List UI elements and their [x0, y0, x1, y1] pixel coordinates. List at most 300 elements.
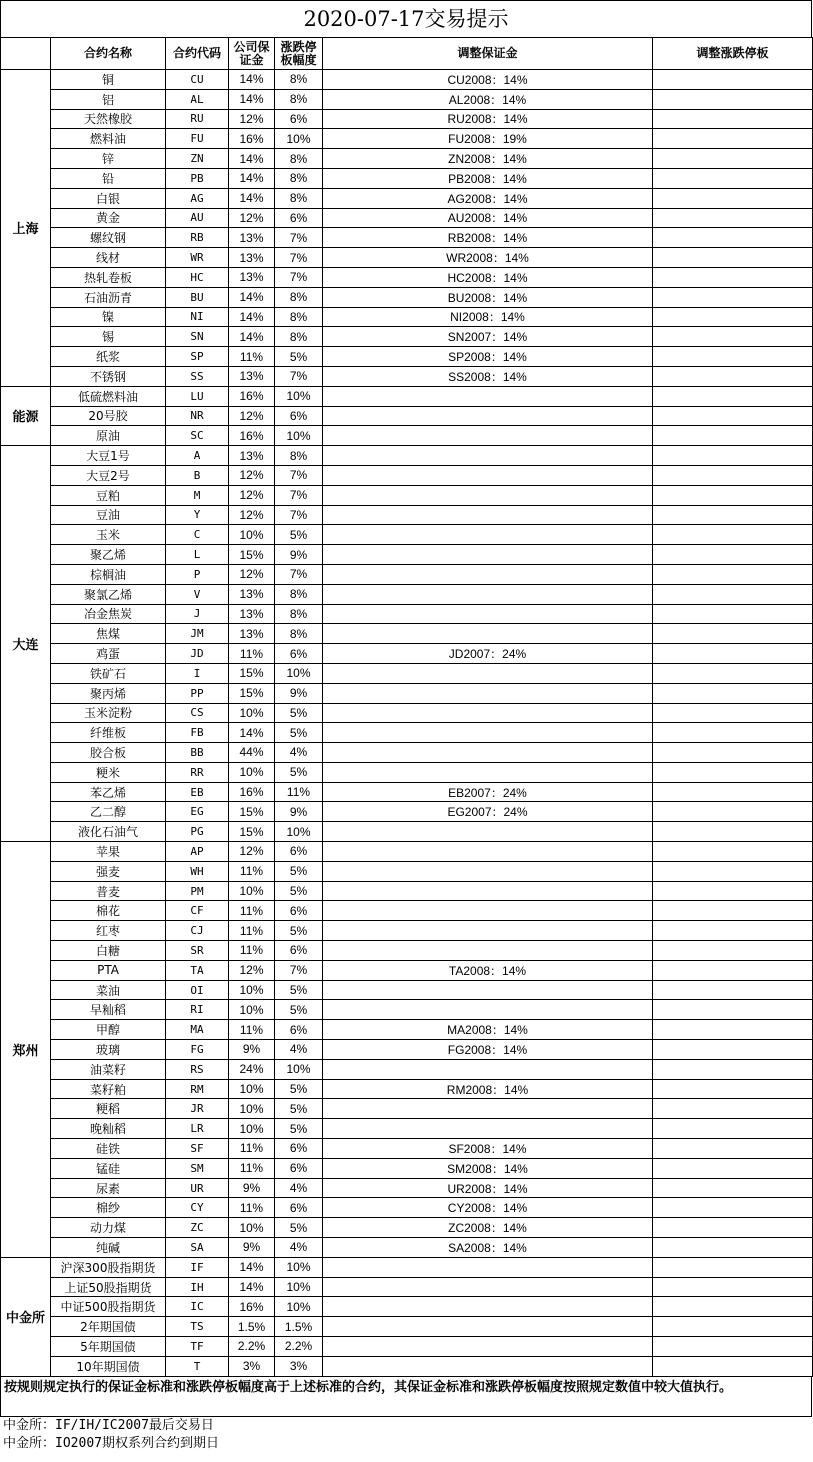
contract-name: 天然橡胶: [51, 109, 166, 129]
contract-name: 豆粕: [51, 485, 166, 505]
contract-name: 动力煤: [51, 1218, 166, 1238]
contract-name: 胶合板: [51, 743, 166, 763]
table-row: [1, 406, 813, 426]
adjusted-limit: [653, 267, 813, 287]
contract-code: UR: [166, 1178, 229, 1198]
table-row: [1, 1059, 813, 1079]
adjusted-limit: [653, 168, 813, 188]
contract-code: MA: [166, 1020, 229, 1040]
contract-name: 纯碱: [51, 1238, 166, 1258]
contract-code: SF: [166, 1139, 229, 1159]
company-margin: 14%: [229, 723, 275, 743]
adjusted-limit: [653, 70, 813, 90]
company-margin: 12%: [229, 960, 275, 980]
contract-name: 线材: [51, 248, 166, 268]
contract-name: 冶金焦炭: [51, 604, 166, 624]
adjusted-limit: [653, 248, 813, 268]
footer-prefix: 中金所：: [3, 1417, 56, 1433]
contract-code: CY: [166, 1198, 229, 1218]
contract-name: 棉花: [51, 901, 166, 921]
contract-code: SC: [166, 426, 229, 446]
table-row: [1, 960, 813, 980]
adjusted-margin: CY2008：14%: [323, 1198, 653, 1218]
adjusted-limit: [653, 347, 813, 367]
table-row: [1, 149, 813, 169]
price-limit: 5%: [275, 1119, 323, 1139]
adjusted-margin: [323, 1000, 653, 1020]
adjusted-margin: AU2008：14%: [323, 208, 653, 228]
adjusted-margin: [323, 1277, 653, 1297]
contract-code: IF: [166, 1257, 229, 1277]
company-margin: 14%: [229, 168, 275, 188]
adjusted-limit: [653, 960, 813, 980]
table-row: [1, 545, 813, 565]
contract-name: 苹果: [51, 842, 166, 862]
contract-name: 锰硅: [51, 1158, 166, 1178]
adjusted-limit: [653, 1257, 813, 1277]
contract-name: 尿素: [51, 1178, 166, 1198]
price-limit: 10%: [275, 1059, 323, 1079]
contract-name: 粳稻: [51, 1099, 166, 1119]
adjusted-margin: [323, 485, 653, 505]
table-row: [1, 446, 813, 466]
adjusted-margin: NI2008：14%: [323, 307, 653, 327]
company-margin: 14%: [229, 287, 275, 307]
company-margin: 3%: [229, 1356, 275, 1376]
contract-code: PP: [166, 683, 229, 703]
table-row: [1, 861, 813, 881]
price-limit: 8%: [275, 624, 323, 644]
contract-code: EB: [166, 782, 229, 802]
adjusted-margin: CU2008：14%: [323, 70, 653, 90]
price-limit: 7%: [275, 960, 323, 980]
page-title: 2020-07-17交易提示: [0, 0, 812, 37]
table-row: [1, 168, 813, 188]
price-limit: 8%: [275, 584, 323, 604]
table-body: [1, 70, 813, 1377]
price-limit: 3%: [275, 1356, 323, 1376]
header-adjusted-limit: 调整涨跌停板: [653, 38, 813, 70]
contract-code: PG: [166, 822, 229, 842]
price-limit: 7%: [275, 505, 323, 525]
adjusted-margin: AG2008：14%: [323, 188, 653, 208]
adjusted-margin: UR2008：14%: [323, 1178, 653, 1198]
footer-prefix: 中金所：: [3, 1435, 56, 1451]
price-limit: 7%: [275, 485, 323, 505]
adjusted-margin: TA2008：14%: [323, 960, 653, 980]
price-limit: 9%: [275, 683, 323, 703]
adjusted-margin: [323, 663, 653, 683]
contract-code: NI: [166, 307, 229, 327]
adjusted-margin: [323, 386, 653, 406]
company-margin: 12%: [229, 109, 275, 129]
exchange-label: 能源: [1, 386, 51, 445]
adjusted-margin: SM2008：14%: [323, 1158, 653, 1178]
adjusted-margin: [323, 465, 653, 485]
contract-name: 沪深300股指期货: [51, 1257, 166, 1277]
table-row: [1, 1198, 813, 1218]
contract-name: 锌: [51, 149, 166, 169]
contract-name: PTA: [51, 960, 166, 980]
contract-code: CF: [166, 901, 229, 921]
contract-name: 不锈钢: [51, 366, 166, 386]
price-limit: 5%: [275, 762, 323, 782]
footer-line-1: [0, 1417, 812, 1435]
adjusted-limit: [653, 861, 813, 881]
table-row: [1, 89, 813, 109]
table-row: [1, 881, 813, 901]
contract-name: 硅铁: [51, 1139, 166, 1159]
adjusted-limit: [653, 1139, 813, 1159]
adjusted-limit: [653, 307, 813, 327]
contract-code: SM: [166, 1158, 229, 1178]
contract-code: CJ: [166, 921, 229, 941]
contract-name: 纤维板: [51, 723, 166, 743]
table-row: [1, 624, 813, 644]
adjusted-limit: [653, 1020, 813, 1040]
adjusted-margin: [323, 624, 653, 644]
table-row: [1, 822, 813, 842]
adjusted-margin: [323, 1356, 653, 1376]
contract-name: 铜: [51, 70, 166, 90]
contract-name: 液化石油气: [51, 822, 166, 842]
price-limit: 5%: [275, 921, 323, 941]
company-margin: 9%: [229, 1238, 275, 1258]
adjusted-margin: [323, 921, 653, 941]
table-row: [1, 109, 813, 129]
contract-code: SS: [166, 366, 229, 386]
adjusted-limit: [653, 1297, 813, 1317]
adjusted-limit: [653, 782, 813, 802]
company-margin: 16%: [229, 782, 275, 802]
adjusted-margin: SS2008：14%: [323, 366, 653, 386]
contract-name: 棉纱: [51, 1198, 166, 1218]
adjusted-limit: [653, 1059, 813, 1079]
adjusted-limit: [653, 1238, 813, 1258]
adjusted-margin: FU2008：19%: [323, 129, 653, 149]
contract-name: 玻璃: [51, 1040, 166, 1060]
company-margin: 10%: [229, 1000, 275, 1020]
table-row: [1, 1079, 813, 1099]
contract-name: 聚氯乙烯: [51, 584, 166, 604]
adjusted-margin: [323, 703, 653, 723]
contract-code: V: [166, 584, 229, 604]
adjusted-margin: BU2008：14%: [323, 287, 653, 307]
adjusted-margin: [323, 525, 653, 545]
contract-name: 黄金: [51, 208, 166, 228]
contract-name: 原油: [51, 426, 166, 446]
contract-code: OI: [166, 980, 229, 1000]
table-row: [1, 644, 813, 664]
company-margin: 10%: [229, 980, 275, 1000]
adjusted-limit: [653, 1000, 813, 1020]
adjusted-limit: [653, 1040, 813, 1060]
adjusted-margin: [323, 723, 653, 743]
company-margin: 16%: [229, 426, 275, 446]
company-margin: 14%: [229, 1257, 275, 1277]
table-row: [1, 1119, 813, 1139]
price-limit: 8%: [275, 89, 323, 109]
price-limit: 5%: [275, 1099, 323, 1119]
contract-name: 乙二醇: [51, 802, 166, 822]
exchange-label: 郑州: [1, 842, 51, 1258]
exchange-label: 中金所: [1, 1257, 51, 1376]
contract-name: 镍: [51, 307, 166, 327]
contract-name: 5年期国债: [51, 1337, 166, 1357]
company-margin: 16%: [229, 386, 275, 406]
footer-line-2: [0, 1435, 812, 1453]
contract-name: 鸡蛋: [51, 644, 166, 664]
contract-name: 玉米: [51, 525, 166, 545]
contract-code: EG: [166, 802, 229, 822]
price-limit: 7%: [275, 267, 323, 287]
contract-code: SP: [166, 347, 229, 367]
table-row: [1, 465, 813, 485]
table-row: [1, 1178, 813, 1198]
contract-code: JR: [166, 1099, 229, 1119]
company-margin: 44%: [229, 743, 275, 763]
contract-name: 低硫燃料油: [51, 386, 166, 406]
contract-code: JD: [166, 644, 229, 664]
company-margin: 10%: [229, 1079, 275, 1099]
contract-name: 纸浆: [51, 347, 166, 367]
price-limit: 5%: [275, 980, 323, 1000]
contract-name: 大豆1号: [51, 446, 166, 466]
price-limit: 8%: [275, 188, 323, 208]
adjusted-limit: [653, 762, 813, 782]
price-limit: 8%: [275, 604, 323, 624]
price-limit: 6%: [275, 109, 323, 129]
contract-code: T: [166, 1356, 229, 1376]
adjusted-margin: FG2008：14%: [323, 1040, 653, 1060]
contract-name: 大豆2号: [51, 465, 166, 485]
adjusted-margin: [323, 564, 653, 584]
contract-name: 2年期国债: [51, 1317, 166, 1337]
table-row: [1, 327, 813, 347]
contract-name: 热轧卷板: [51, 267, 166, 287]
company-margin: 10%: [229, 1099, 275, 1119]
contract-name: 甲醇: [51, 1020, 166, 1040]
price-limit: 8%: [275, 168, 323, 188]
company-margin: 13%: [229, 624, 275, 644]
adjusted-limit: [653, 1356, 813, 1376]
contract-code: HC: [166, 267, 229, 287]
price-limit: 8%: [275, 149, 323, 169]
company-margin: 13%: [229, 248, 275, 268]
adjusted-limit: [653, 485, 813, 505]
price-limit: 10%: [275, 663, 323, 683]
price-limit: 6%: [275, 208, 323, 228]
contract-name: 上证50股指期货: [51, 1277, 166, 1297]
company-margin: 15%: [229, 683, 275, 703]
price-limit: 9%: [275, 545, 323, 565]
price-limit: 7%: [275, 366, 323, 386]
price-limit: 9%: [275, 802, 323, 822]
contract-name: 红枣: [51, 921, 166, 941]
contract-table: [0, 37, 813, 1377]
contract-code: TS: [166, 1317, 229, 1337]
adjusted-limit: [653, 604, 813, 624]
adjusted-limit: [653, 901, 813, 921]
contract-name: 聚丙烯: [51, 683, 166, 703]
adjusted-limit: [653, 1119, 813, 1139]
adjusted-limit: [653, 406, 813, 426]
adjusted-limit: [653, 1158, 813, 1178]
company-margin: 11%: [229, 861, 275, 881]
company-margin: 1.5%: [229, 1317, 275, 1337]
contract-code: JM: [166, 624, 229, 644]
adjusted-margin: SF2008：14%: [323, 1139, 653, 1159]
company-margin: 14%: [229, 89, 275, 109]
price-limit: 10%: [275, 1257, 323, 1277]
adjusted-limit: [653, 188, 813, 208]
contract-code: TA: [166, 960, 229, 980]
adjusted-margin: [323, 980, 653, 1000]
contract-code: RB: [166, 228, 229, 248]
header-company-margin: 公司保证金: [229, 38, 275, 70]
adjusted-margin: EB2007：24%: [323, 782, 653, 802]
company-margin: 15%: [229, 802, 275, 822]
adjusted-margin: [323, 842, 653, 862]
contract-code: CU: [166, 70, 229, 90]
adjusted-margin: [323, 1257, 653, 1277]
adjusted-margin: PB2008：14%: [323, 168, 653, 188]
adjusted-limit: [653, 941, 813, 961]
company-margin: 12%: [229, 406, 275, 426]
price-limit: 10%: [275, 426, 323, 446]
adjusted-margin: MA2008：14%: [323, 1020, 653, 1040]
table-row: [1, 1099, 813, 1119]
adjusted-margin: [323, 1317, 653, 1337]
contract-code: IH: [166, 1277, 229, 1297]
contract-code: M: [166, 485, 229, 505]
company-margin: 12%: [229, 485, 275, 505]
table-row: [1, 802, 813, 822]
contract-name: 焦煤: [51, 624, 166, 644]
contract-code: IC: [166, 1297, 229, 1317]
contract-name: 中证500股指期货: [51, 1297, 166, 1317]
price-limit: 5%: [275, 703, 323, 723]
table-row: [1, 347, 813, 367]
footer-text: IF/IH/IC2007最后交易日: [55, 1417, 214, 1433]
adjusted-limit: [653, 1337, 813, 1357]
table-row: [1, 505, 813, 525]
contract-name: 油菜籽: [51, 1059, 166, 1079]
price-limit: 6%: [275, 644, 323, 664]
adjusted-margin: [323, 881, 653, 901]
contract-name: 强麦: [51, 861, 166, 881]
contract-name: 粳米: [51, 762, 166, 782]
adjusted-margin: [323, 545, 653, 565]
contract-code: BB: [166, 743, 229, 763]
contract-code: FB: [166, 723, 229, 743]
contract-code: PB: [166, 168, 229, 188]
price-limit: 4%: [275, 1238, 323, 1258]
header-price-limit: 涨跌停板幅度: [275, 38, 323, 70]
contract-name: 铝: [51, 89, 166, 109]
price-limit: 7%: [275, 564, 323, 584]
table-row: [1, 782, 813, 802]
company-margin: 11%: [229, 941, 275, 961]
table-row: [1, 386, 813, 406]
company-margin: 10%: [229, 703, 275, 723]
table-row: [1, 901, 813, 921]
contract-code: TF: [166, 1337, 229, 1357]
adjusted-margin: [323, 1099, 653, 1119]
table-row: [1, 1158, 813, 1178]
contract-code: WR: [166, 248, 229, 268]
adjusted-margin: [323, 743, 653, 763]
contract-code: SA: [166, 1238, 229, 1258]
header-exchange: [1, 38, 51, 70]
contract-code: BU: [166, 287, 229, 307]
price-limit: 8%: [275, 327, 323, 347]
footer-text: IO2007期权系列合约到期日: [55, 1435, 219, 1451]
table-row: [1, 188, 813, 208]
company-margin: 12%: [229, 564, 275, 584]
adjusted-limit: [653, 644, 813, 664]
table-row: [1, 307, 813, 327]
adjusted-limit: [653, 663, 813, 683]
contract-code: AP: [166, 842, 229, 862]
company-margin: 14%: [229, 1277, 275, 1297]
company-margin: 13%: [229, 267, 275, 287]
adjusted-margin: [323, 1059, 653, 1079]
table-row: [1, 1218, 813, 1238]
price-limit: 5%: [275, 1218, 323, 1238]
adjusted-limit: [653, 446, 813, 466]
contract-code: C: [166, 525, 229, 545]
adjusted-limit: [653, 1277, 813, 1297]
company-margin: 11%: [229, 1139, 275, 1159]
adjusted-limit: [653, 802, 813, 822]
table-row: [1, 485, 813, 505]
company-margin: 12%: [229, 842, 275, 862]
table-row: [1, 1040, 813, 1060]
company-margin: 11%: [229, 901, 275, 921]
contract-code: WH: [166, 861, 229, 881]
company-margin: 14%: [229, 188, 275, 208]
table-row: [1, 921, 813, 941]
table-row: [1, 1238, 813, 1258]
contract-code: L: [166, 545, 229, 565]
price-limit: 10%: [275, 386, 323, 406]
contract-code: FU: [166, 129, 229, 149]
company-margin: 14%: [229, 149, 275, 169]
price-limit: 10%: [275, 1297, 323, 1317]
adjusted-margin: ZC2008：14%: [323, 1218, 653, 1238]
adjusted-limit: [653, 1198, 813, 1218]
adjusted-limit: [653, 1079, 813, 1099]
header-contract-name: 合约名称: [51, 38, 166, 70]
adjusted-limit: [653, 1218, 813, 1238]
company-margin: 13%: [229, 366, 275, 386]
company-margin: 15%: [229, 663, 275, 683]
price-limit: 4%: [275, 1178, 323, 1198]
contract-code: I: [166, 663, 229, 683]
price-limit: 10%: [275, 1277, 323, 1297]
notice-text: 按规则规定执行的保证金标准和涨跌停板幅度高于上述标准的合约，其保证金标准和涨跌停板幅度按照规定数值中较大值执行。: [0, 1377, 812, 1417]
contract-name: 螺纹钢: [51, 228, 166, 248]
adjusted-limit: [653, 980, 813, 1000]
table-row: [1, 1257, 813, 1277]
adjusted-margin: SN2007：14%: [323, 327, 653, 347]
contract-code: RM: [166, 1079, 229, 1099]
contract-code: B: [166, 465, 229, 485]
company-margin: 15%: [229, 822, 275, 842]
contract-code: A: [166, 446, 229, 466]
adjusted-margin: [323, 604, 653, 624]
